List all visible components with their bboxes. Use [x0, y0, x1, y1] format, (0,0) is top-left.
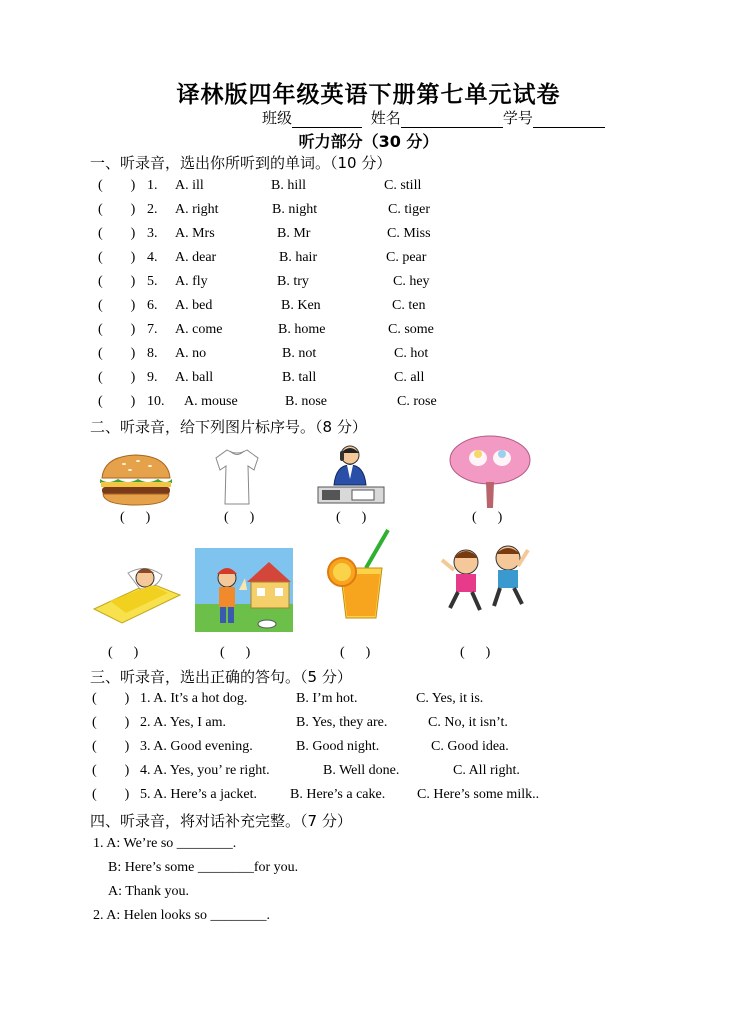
option-a: A. Mrs: [175, 226, 215, 241]
answer-paren-pic6[interactable]: ( ): [220, 645, 251, 660]
question-number: 6.: [147, 298, 158, 313]
running-children-picture: [436, 540, 532, 614]
option-c: C. ten: [392, 298, 426, 313]
section4-heading: 四、听录音，将对话补充完整。（7 分）: [90, 812, 352, 830]
answer-paren[interactable]: ( ): [98, 322, 136, 337]
option-c: C. all: [394, 370, 425, 385]
question-number: 2.: [147, 202, 158, 217]
option-c: C. rose: [397, 394, 437, 409]
dialog-line: 1. A: We’re so ________.: [93, 836, 237, 851]
option-b: B. Here’s a cake.: [290, 787, 386, 802]
number-blank[interactable]: [533, 113, 605, 128]
answer-paren[interactable]: ( ): [98, 370, 136, 385]
section1-heading: 一、听录音，选出你所听到的单词。（10 分）: [90, 154, 392, 172]
option-c: C. still: [384, 178, 422, 193]
option-a: A. ill: [175, 178, 204, 193]
option-a: 1. A. It’s a hot dog.: [140, 691, 248, 706]
class-label: 班级: [262, 109, 293, 127]
section2-heading: 二、听录音，给下列图片标序号。（8 分）: [90, 418, 367, 436]
option-a: A. bed: [175, 298, 213, 313]
option-c: C. pear: [386, 250, 427, 265]
option-c: C. Yes, it is.: [416, 691, 484, 706]
option-b: B. Yes, they are.: [296, 715, 388, 730]
option-a: A. come: [175, 322, 223, 337]
answer-paren[interactable]: ( ): [98, 178, 136, 193]
option-a: A. mouse: [184, 394, 238, 409]
section3-heading: 三、听录音，选出正确的答句。（5 分）: [90, 668, 352, 686]
option-c: C. hey: [393, 274, 430, 289]
option-c: C. some: [388, 322, 434, 337]
page-title: 译林版四年级英语下册第七单元试卷: [176, 81, 561, 108]
answer-paren-pic2[interactable]: ( ): [224, 510, 255, 525]
option-b: B. hair: [279, 250, 318, 265]
t-shirt-picture: [212, 446, 262, 508]
name-label: 姓名: [370, 109, 401, 127]
option-b: B. nose: [285, 394, 327, 409]
question-number: 7.: [147, 322, 158, 337]
answer-paren[interactable]: ( ): [98, 226, 136, 241]
orange-juice-picture: [326, 528, 394, 622]
option-a: A. no: [175, 346, 207, 361]
option-a: 5. A. Here’s a jacket.: [140, 787, 258, 802]
dialog-line: 2. A: Helen looks so ________.: [93, 908, 270, 923]
class-blank[interactable]: [292, 113, 362, 128]
answer-paren[interactable]: ( ): [98, 202, 136, 217]
option-b: B. night: [272, 202, 318, 217]
number-label: 学号: [502, 109, 533, 127]
option-b: B. Good night.: [296, 739, 380, 754]
answer-paren-pic4[interactable]: ( ): [472, 510, 503, 525]
option-c: C. hot: [394, 346, 429, 361]
option-a: 3. A. Good evening.: [140, 739, 253, 754]
answer-paren[interactable]: ( ): [92, 763, 130, 778]
answer-paren[interactable]: ( ): [98, 394, 136, 409]
answer-paren-pic8[interactable]: ( ): [460, 645, 491, 660]
answer-paren[interactable]: ( ): [92, 691, 130, 706]
answer-paren-pic7[interactable]: ( ): [340, 645, 371, 660]
option-b: B. Ken: [281, 298, 321, 313]
option-b: B. Mr: [277, 226, 311, 241]
question-number: 9.: [147, 370, 158, 385]
option-b: B. home: [278, 322, 326, 337]
answer-paren[interactable]: ( ): [98, 346, 136, 361]
question-number: 5.: [147, 274, 158, 289]
sleeping-child-picture: [88, 555, 184, 627]
answer-paren-pic5[interactable]: ( ): [108, 645, 139, 660]
answer-paren[interactable]: ( ): [92, 787, 130, 802]
answer-paren[interactable]: ( ): [98, 298, 136, 313]
answer-paren-pic1[interactable]: ( ): [120, 510, 151, 525]
question-number: 8.: [147, 346, 158, 361]
answer-paren[interactable]: ( ): [92, 715, 130, 730]
question-number: 10.: [147, 394, 165, 409]
option-a: A. right: [175, 202, 219, 217]
option-c: C. Here’s some milk..: [417, 787, 540, 802]
answer-paren-pic3[interactable]: ( ): [336, 510, 367, 525]
name-blank[interactable]: [401, 113, 503, 128]
fan-picture: [448, 434, 532, 510]
option-b: B. tall: [282, 370, 317, 385]
option-c: C. No, it isn’t.: [428, 715, 508, 730]
option-a: A. fly: [175, 274, 208, 289]
answer-paren[interactable]: ( ): [92, 739, 130, 754]
student-info-line: [262, 107, 605, 128]
boy-with-ice-cream-picture: [195, 548, 293, 632]
option-a: 4. A. Yes, you’ re right.: [140, 763, 270, 778]
option-b: B. try: [277, 274, 309, 289]
option-b: B. not: [282, 346, 317, 361]
option-c: C. Miss: [387, 226, 431, 241]
question-number: 1.: [147, 178, 158, 193]
option-b: B. I’m hot.: [296, 691, 358, 706]
option-c: C. All right.: [453, 763, 520, 778]
dialog-line: B: Here’s some ________for you.: [108, 860, 299, 875]
question-number: 3.: [147, 226, 158, 241]
man-on-phone-picture: [316, 443, 386, 507]
option-a: 2. A. Yes, I am.: [140, 715, 226, 730]
option-b: B. hill: [271, 178, 307, 193]
answer-paren[interactable]: ( ): [98, 274, 136, 289]
option-c: C. tiger: [388, 202, 430, 217]
option-a: A. dear: [175, 250, 217, 265]
section-subtitle: 听力部分（30 分）: [298, 132, 439, 151]
hamburger-picture: [98, 452, 174, 508]
question-number: 4.: [147, 250, 158, 265]
option-b: B. Well done.: [323, 763, 400, 778]
answer-paren[interactable]: ( ): [98, 250, 136, 265]
option-c: C. Good idea.: [431, 739, 509, 754]
dialog-line: A: Thank you.: [108, 884, 190, 899]
option-a: A. ball: [175, 370, 214, 385]
